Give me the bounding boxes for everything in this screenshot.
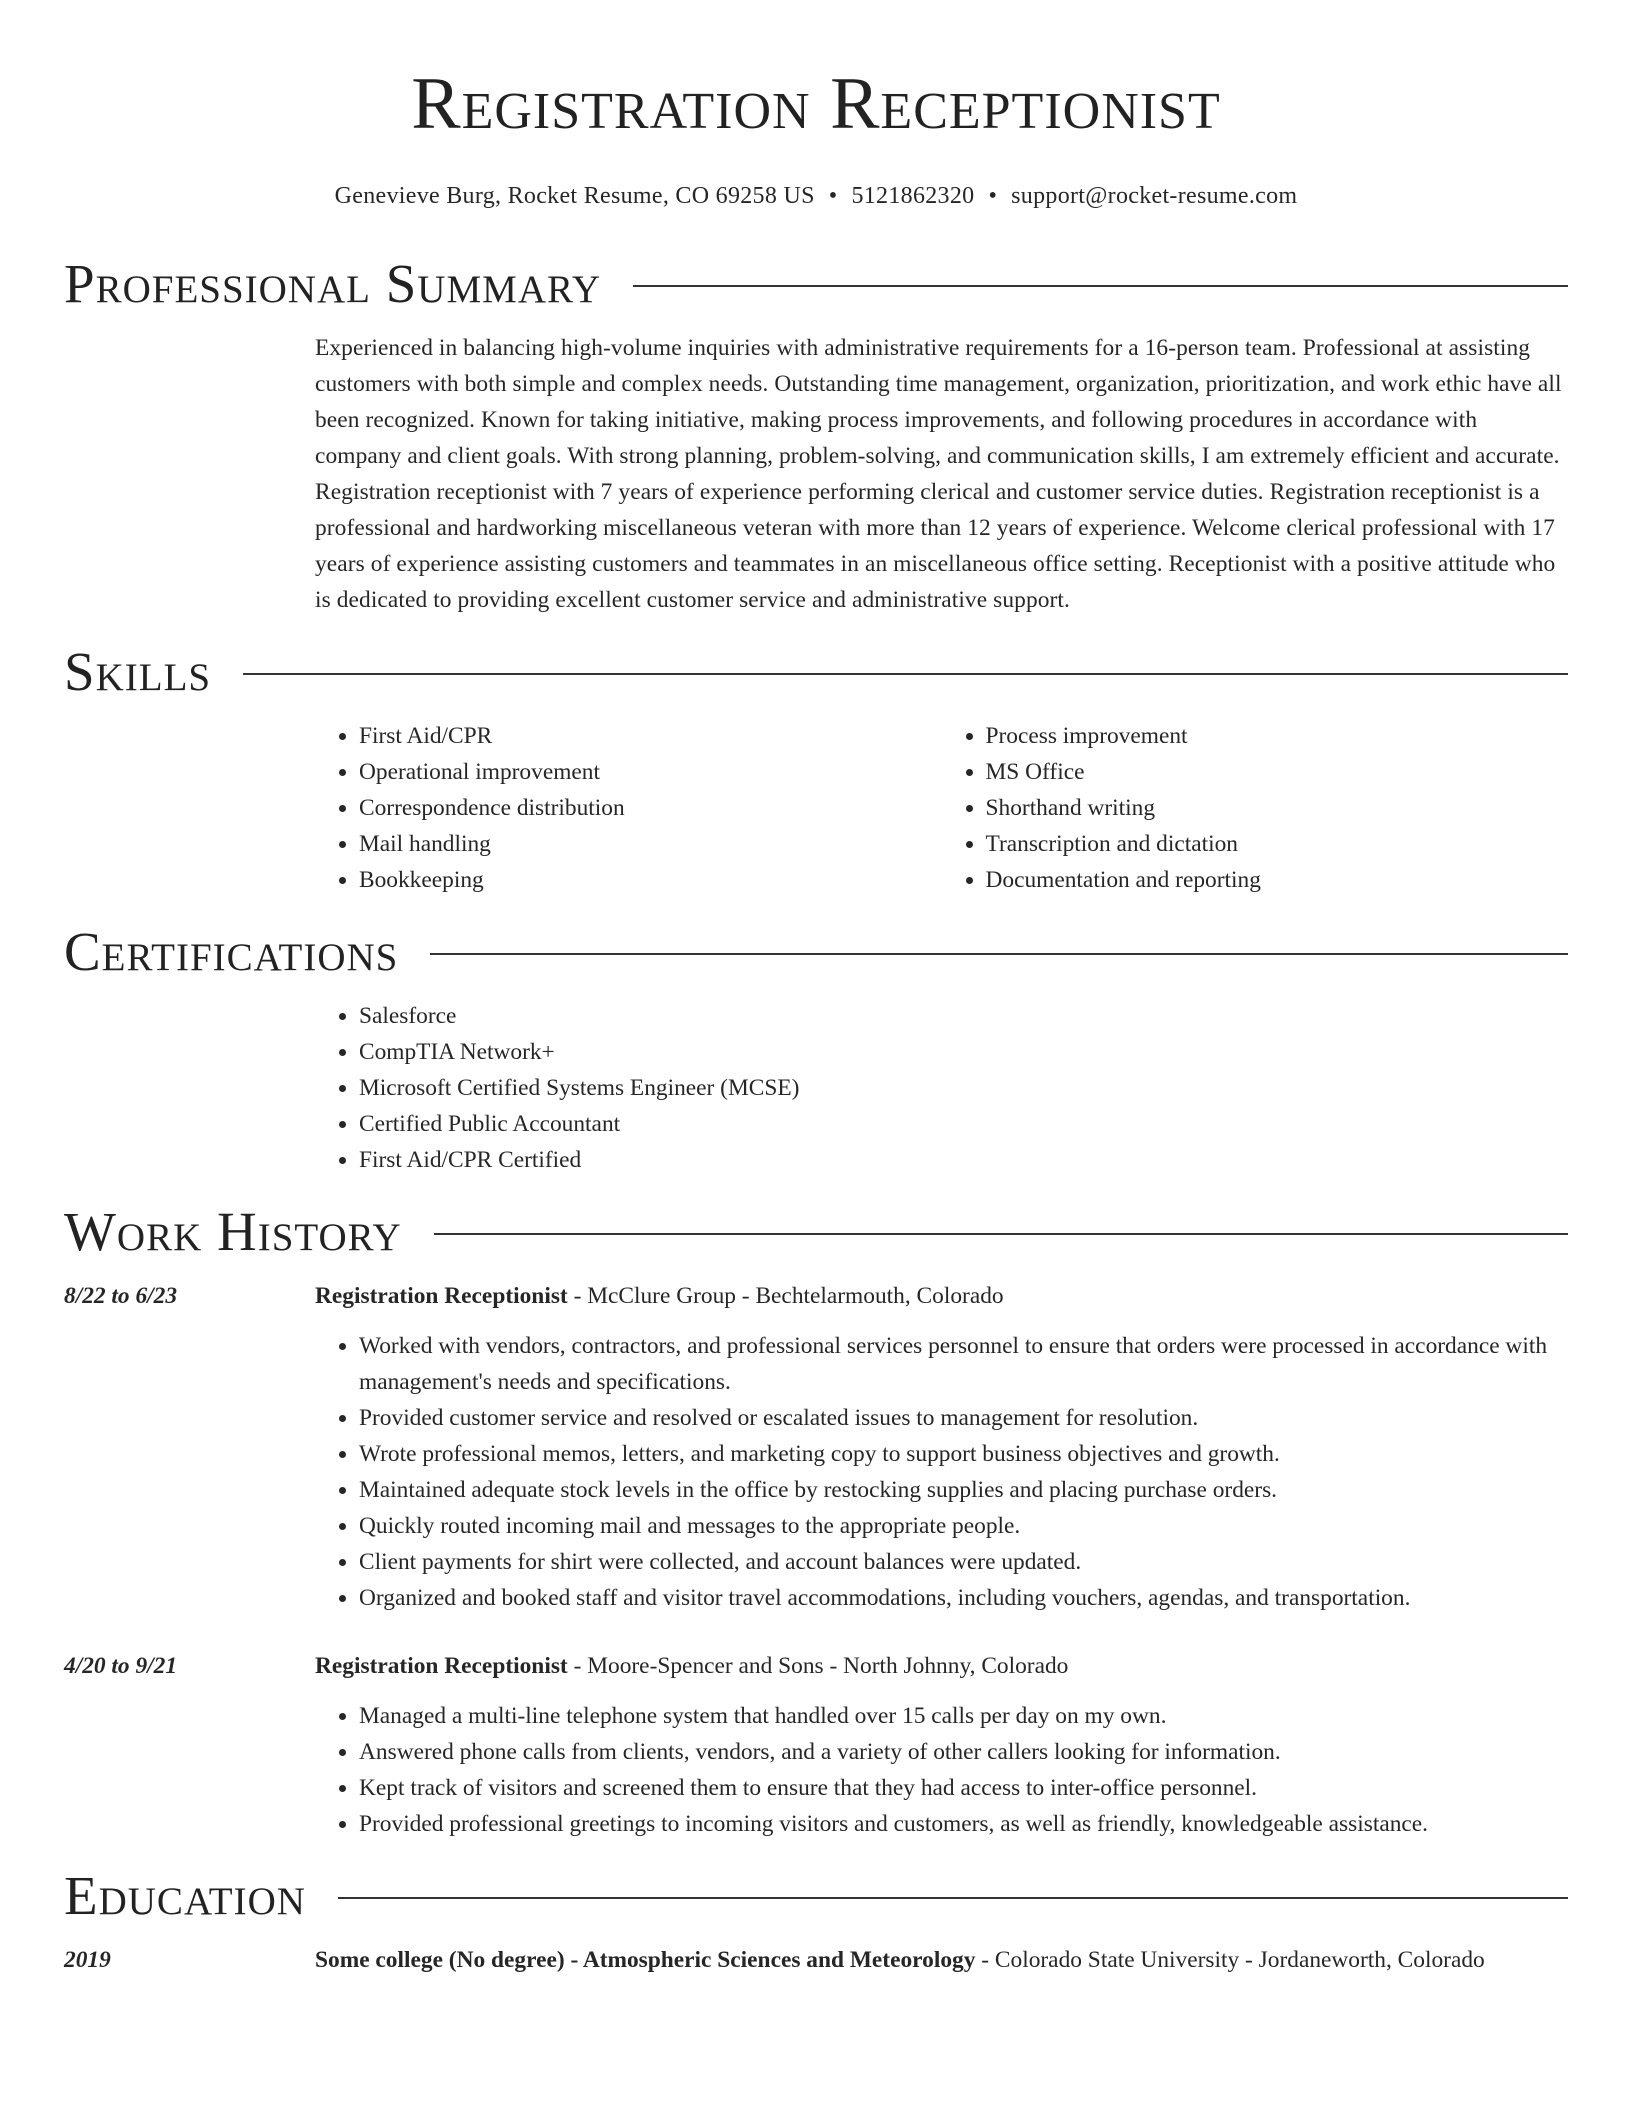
job-details: - Moore-Spencer and Sons - North Johnny, Colorado [567,1653,1069,1679]
list-item: • First Aid/CPR Certified [359,1142,1568,1178]
skills-list-left [315,718,942,898]
work-history-section [64,1192,1568,1842]
job-title: Registration Receptionist [315,1653,568,1679]
education-section [64,1856,1568,1978]
contact-separator: • [828,183,838,209]
list-item: • Documentation and reporting [986,862,1569,898]
page-title: Registration Receptionist [411,63,1221,145]
job-details: - McClure Group - Bechtelarmouth, Colorado [567,1283,1004,1309]
contact-separator: • [988,183,998,209]
job-dates: 4/20 to 9/21 [64,1653,178,1679]
education-details: - Colorado State University - Jordaneworth, Colorado [975,1947,1485,1973]
summary-section [64,244,1568,618]
contact-email: support@rocket-resume.com [1011,183,1298,209]
skills-grid [315,718,1568,898]
education-degree: Some college (No degree) - Atmospheric Sciences and Meteorology [315,1947,976,1973]
list-item: • Operational improvement [359,754,942,790]
education-entry [64,1942,1568,1978]
job-bullets [315,1328,1568,1616]
section-heading: Certifications [64,921,399,982]
section-heading: Skills [64,641,212,702]
section-heading: Education [64,1865,306,1926]
list-item: • Process improvement [986,718,1569,754]
contact-address: Genevieve Burg, Rocket Resume, CO 69258 US [334,183,815,209]
list-item: • Wrote professional memos, letters, and marketing copy to support business objectives and growth. [359,1436,1568,1472]
job-title: Registration Receptionist [315,1283,568,1309]
skills-list-right [942,718,1569,898]
contact-phone: 5121862320 [851,183,975,209]
job-entry [64,1648,1568,1842]
certifications-section [64,912,1568,1178]
list-item: • Bookkeeping [359,862,942,898]
list-item: • Salesforce [359,998,1568,1034]
list-item: • Managed a multi-line telephone system that handled over 15 calls per day on my own. [359,1698,1568,1734]
skills-section [64,632,1568,898]
job-title-line [315,1278,1568,1314]
list-item: • Certified Public Accountant [359,1106,1568,1142]
section-divider [243,673,1568,675]
certifications-heading-row [64,912,1568,992]
list-item: • Provided professional greetings to incoming visitors and customers, as well as friendly, knowledgeable assistance. [359,1806,1568,1842]
job-dates: 8/22 to 6/23 [64,1283,178,1309]
education-year: 2019 [64,1947,111,1973]
education-heading-row [64,1856,1568,1936]
list-item: • Worked with vendors, contractors, and professional services personnel to ensure that orders were processed in accordance with management's needs and specifications. [359,1328,1568,1400]
list-item: • Transcription and dictation [986,826,1569,862]
job-entry [64,1278,1568,1616]
certifications-list [315,998,1568,1178]
section-divider [434,1233,1568,1235]
list-item: • Organized and booked staff and visitor travel accommodations, including vouchers, agendas, and transportation. [359,1580,1568,1616]
education-main [315,1942,1568,1978]
section-divider [338,1897,1568,1899]
list-item: • Mail handling [359,826,942,862]
section-divider [430,953,1568,955]
list-item: • MS Office [986,754,1569,790]
summary-body [315,330,1568,618]
section-heading: Professional Summary [64,253,602,314]
job-main [315,1278,1568,1616]
list-item: • Shorthand writing [986,790,1569,826]
list-item: • Provided customer service and resolved or escalated issues to management for resolution. [359,1400,1568,1436]
job-title-line [315,1648,1568,1684]
list-item: • First Aid/CPR [359,718,942,754]
list-item: • Answered phone calls from clients, vendors, and a variety of other callers looking for information. [359,1734,1568,1770]
list-item: • Kept track of visitors and screened them to ensure that they had access to inter-office personnel. [359,1770,1568,1806]
job-bullets [315,1698,1568,1842]
job-main [315,1648,1568,1842]
work-history-heading-row [64,1192,1568,1272]
list-item: • Correspondence distribution [359,790,942,826]
list-item: • Quickly routed incoming mail and messages to the appropriate people. [359,1508,1568,1544]
list-item: • Client payments for shirt were collected, and account balances were updated. [359,1544,1568,1580]
certifications-body [315,998,1568,1178]
section-heading: Work History [64,1201,402,1262]
list-item: • Maintained adequate stock levels in the office by restocking supplies and placing purchase orders. [359,1472,1568,1508]
contact-line [64,180,1568,212]
section-divider [633,285,1568,287]
summary-text: Experienced in balancing high-volume inquiries with administrative requirements for a 16-person team. Professional at assisting customers with both simple and complex needs. Outstanding time management, organization, prioritization, and work ethic have all been recognized. Known for taking initiative, making process improvements, and following procedures in accordance with company and client goals. With strong planning, problem-solving, and communication skills, I am extremely efficient and accurate. Registration receptionist with 7 years of experience performing clerical and customer service duties. Registration receptionist is a professional and hardworking miscellaneous veteran with more than 12 years of experience. Welcome clerical professional with 17 years of experience assisting customers and teammates in an miscellaneous office setting. Receptionist with a positive attitude who is dedicated to providing excellent customer service and administrative support. [315,335,1562,613]
skills-heading-row [64,632,1568,712]
list-item: • CompTIA Network+ [359,1034,1568,1070]
summary-heading-row [64,244,1568,324]
list-item: • Microsoft Certified Systems Engineer (MCSE) [359,1070,1568,1106]
